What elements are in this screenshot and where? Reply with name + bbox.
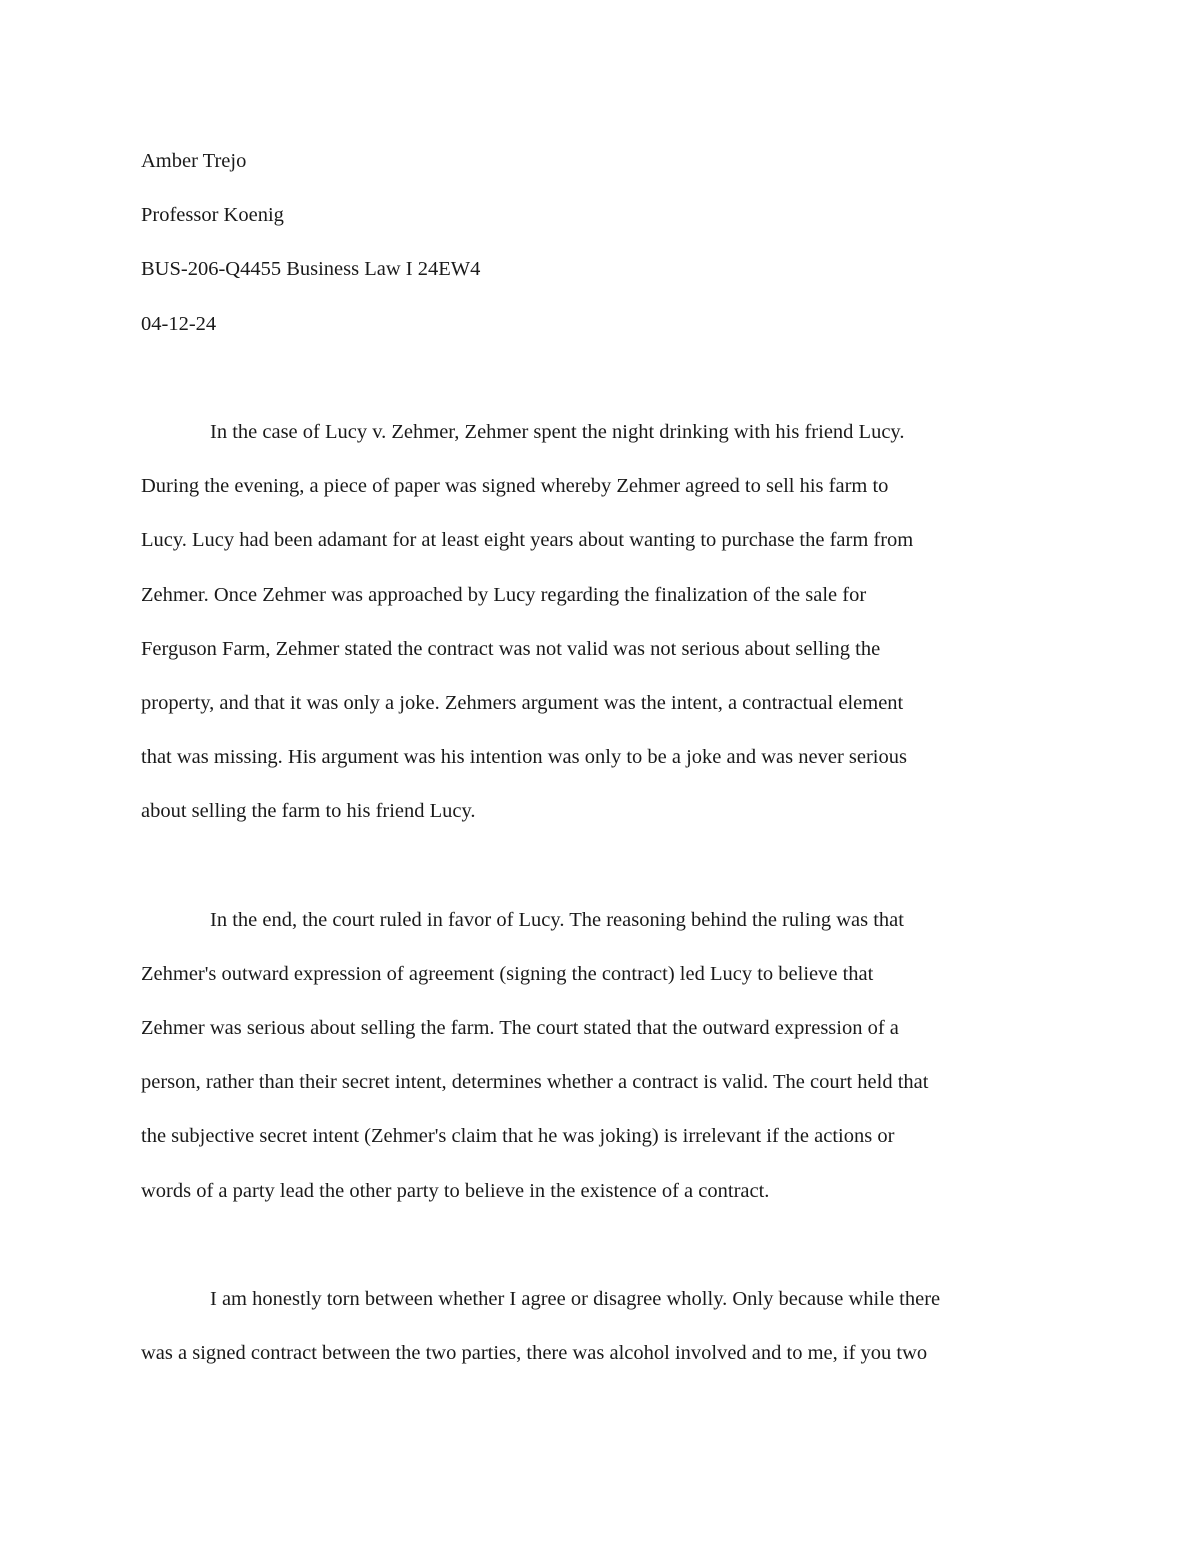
document-content bbox=[141, 134, 1059, 1435]
paragraph-line: about selling the farm to his friend Lucy. bbox=[141, 800, 476, 823]
paragraph-line: the subjective secret intent (Zehmer's claim that he was joking) is irrelevant if the actions or bbox=[141, 1125, 895, 1148]
paragraph-line: Zehmer. Once Zehmer was approached by Lucy regarding the finalization of the sale for bbox=[141, 583, 867, 606]
paragraph-line: In the case of Lucy v. Zehmer, Zehmer spent the night drinking with his friend Lucy. bbox=[210, 420, 905, 443]
paragraph-line: I am honestly torn between whether I agree or disagree wholly. Only because while there bbox=[210, 1287, 941, 1310]
paragraph-case-summary bbox=[141, 405, 1059, 839]
paragraph-line: Zehmer was serious about selling the farm. The court stated that the outward expression of a bbox=[141, 1017, 899, 1039]
assignment-date: 04-12-24 bbox=[141, 312, 217, 335]
paragraph-line: property, and that it was only a joke. Zehmers argument was the intent, a contractual element bbox=[141, 691, 904, 714]
course-title: BUS-206-Q4455 Business Law I 24EW4 bbox=[141, 258, 481, 281]
paragraph-line: During the evening, a piece of paper was signed whereby Zehmer agreed to sell his farm to bbox=[141, 475, 889, 498]
paragraph-line: Zehmer's outward expression of agreement (signing the contract) led Lucy to believe that bbox=[141, 962, 874, 985]
paragraph-line: Ferguson Farm, Zehmer stated the contract was not valid was not serious about selling the bbox=[141, 637, 881, 660]
paragraph-line: In the end, the court ruled in favor of Lucy. The reasoning behind the ruling was that bbox=[210, 908, 904, 931]
paragraph-court-ruling bbox=[141, 893, 1059, 1218]
paragraph-line: Lucy. Lucy had been adamant for at least eight years about wanting to purchase the farm from bbox=[141, 529, 914, 552]
mla-header bbox=[141, 134, 1059, 351]
paragraph-line: person, rather than their secret intent, determines whether a contract is valid. The court held that bbox=[141, 1071, 929, 1094]
paragraph-line: that was missing. His argument was his intention was only to be a joke and was never serious bbox=[141, 746, 907, 769]
student-name: Amber Trejo bbox=[141, 150, 247, 172]
paragraph-line: was a signed contract between the two parties, there was alcohol involved and to me, if you two bbox=[141, 1342, 928, 1365]
paragraph-opinion bbox=[141, 1272, 1059, 1380]
paragraph-line: words of a party lead the other party to believe in the existence of a contract. bbox=[141, 1179, 770, 1202]
professor-name: Professor Koenig bbox=[141, 204, 284, 227]
